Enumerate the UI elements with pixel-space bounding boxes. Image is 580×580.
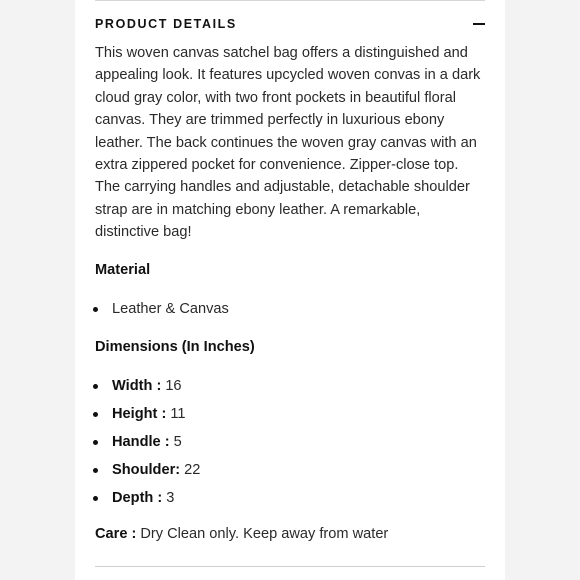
product-description: This woven canvas satchel bag offers a distinguished and appealing look. It features upcycled woven convas in a dark cloud gray color, with two front pockets in beautiful floral canvas. They are trimmed perfectly in luxurious ebony leather. The back continues the woven gray canvas with an extra zippered pocket for convenience. Zipper-close top. The carrying handles and adjustable, detachable shoulder strap are in matching ebony leather. A remarkable, distinctive bag! xyxy=(95,45,481,241)
dimension-label: Height : xyxy=(112,406,167,422)
material-heading: Material xyxy=(95,262,151,278)
care-instructions xyxy=(95,526,485,542)
dimension-value: 5 xyxy=(173,434,182,450)
dimension-label: Handle : xyxy=(112,434,170,450)
top-divider xyxy=(95,0,485,1)
product-details-panel xyxy=(75,0,505,580)
bullet-icon xyxy=(93,412,98,417)
bullet-icon xyxy=(93,384,98,389)
dimension-item-depth xyxy=(95,487,485,509)
minus-icon[interactable] xyxy=(473,18,485,30)
care-label: Care : xyxy=(95,526,137,542)
bullet-icon xyxy=(93,496,98,501)
dimension-label: Width : xyxy=(112,378,162,394)
material-item-label: Leather & Canvas xyxy=(112,301,229,317)
bullet-icon xyxy=(93,440,98,445)
dimension-label: Depth : xyxy=(112,490,163,506)
dimension-item-handle xyxy=(95,431,485,453)
dimension-item-width xyxy=(95,375,485,397)
dimension-value: 11 xyxy=(170,406,186,422)
bullet-icon xyxy=(93,468,98,473)
product-details-accordion-header[interactable] xyxy=(95,12,485,36)
bottom-divider xyxy=(95,566,485,567)
dimension-value: 16 xyxy=(165,378,182,394)
dimension-value: 3 xyxy=(166,490,175,506)
dimension-label: Shoulder: xyxy=(112,462,181,478)
material-item xyxy=(95,298,485,320)
dimension-item-shoulder xyxy=(95,459,485,481)
dimension-item-height xyxy=(95,403,485,425)
product-details-title: PRODUCT DETAILS xyxy=(95,17,237,31)
dimensions-heading: Dimensions (In Inches) xyxy=(95,339,255,355)
care-value: Dry Clean only. Keep away from water xyxy=(140,526,389,542)
bullet-icon xyxy=(93,307,98,312)
dimension-value: 22 xyxy=(184,462,201,478)
